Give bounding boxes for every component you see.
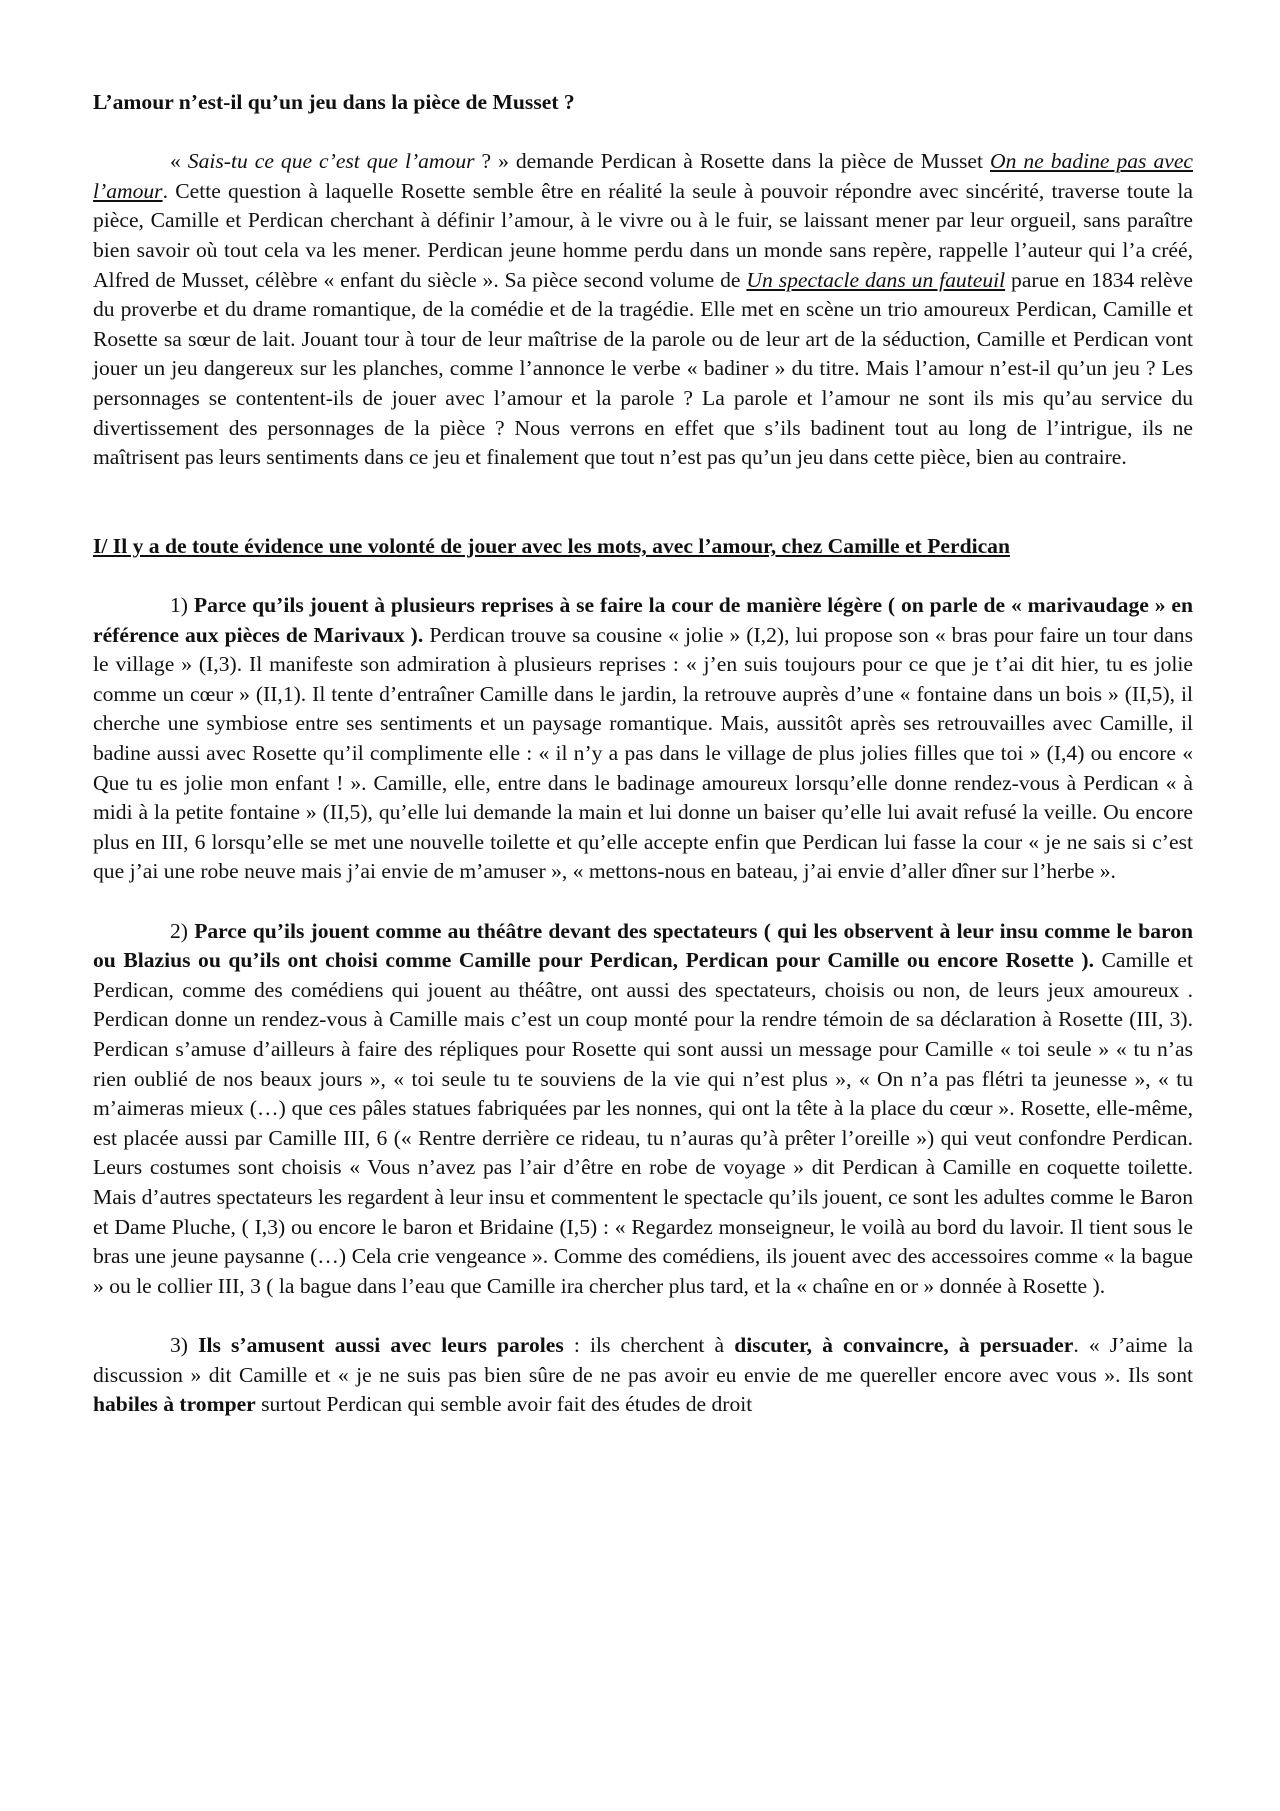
point-3-number: 3) (170, 1332, 199, 1357)
point-1-number: 1) (170, 593, 194, 618)
point-2-text: Camille et Perdican, comme des comédiens qui jouent au théâtre, ont aussi des spectateurs, choisis ou non, de leurs jeux amoureux . Perdican donne un rendez-vous à Camille mais c’est un coup monté pour la rendre témoin de sa déclaration à Rosette (III, 3). Perdican s’amuse d’ailleurs à faire des répliques pour Rosette qui sont aussi un message pour Camille « toi seule » « tu n’as rien oublié de nos beaux jours », « toi seule tu te souviens de la vie qui n’est plus », « On n’a pas flétri ta jeunesse », « tu m’aimeras mieux (…) que ces pâles statues fabriquées par les nonnes, qui ont la tête à la place du cœur ». Rosette, elle-même, est placée aussi par Camille III, 6 (« Rentre derrière ce rideau, tu n’auras qu’à prêter l’oreille ») qui veut confondre Perdican. Leurs costumes sont choisis « Vous n’avez pas l’air d’être en robe de voyage » dit Perdican à Camille en coquette toilette. Mais d’autres spectateurs les regardent à leur insu et commentent le spectacle qu’ils jouent, ce sont les adultes comme le Baron et Dame Pluche, ( I,3) ou encore le baron et Bridaine (I,5) : « Regardez monseigneur, le voilà au bord du lavoir. Il tient sous le bras une jeune paysanne (…) Cela crie vengeance ». Comme des comédiens, ils jouent avec des accessoires comme « la bague » ou le collier III, 3 ( la bague dans l’eau que Camille ira chercher plus tard, et la « chaîne en or » donnée à Rosette ). (93, 948, 1193, 1298)
point-3-text-2: . « J’aime la discussion » dit Camille et « je ne suis pas bien sûre de ne pas avoir eu envie de me quereller encore avec vous ». Ils sont (93, 1332, 1193, 1387)
point-3-bold-2: discuter, à convaincre, à persuader (734, 1332, 1074, 1357)
point-3-text-3: surtout Perdican qui semble avoir fait des études de droit (255, 1392, 753, 1417)
intro-text-1: . Cette question à laquelle Rosette semble être en réalité la seule à pouvoir répondre avec sincérité, traverse toute la pièce, Camille et Perdican cherchant à définir l’amour, à le vivre ou à le fuir, se laissant mener par leur orgueil, sans paraître bien savoir où tout cela va les mener. Perdican jeune homme perdu dans un monde sans repère, rappelle l’auteur qui l’a créé, Alfred de Musset, célèbre « enfant du siècle ». Sa pièce second volume de (93, 178, 1193, 292)
point-3-paragraph (93, 1331, 1193, 1420)
intro-quote-open: « (170, 149, 188, 174)
point-1-paragraph (93, 591, 1193, 887)
intro-quote-italic: Sais-tu ce que c’est que l’amour (187, 149, 475, 174)
intro-text-2: parue en 1834 relève du proverbe et du drame romantique, de la comédie et de la tragédie. Elle met en scène un trio amoureux Perdican, Camille et Rosette sa sœur de lait. Jouant tour à tour de leur maîtrise de la parole ou de leur art de la séduction, Camille et Perdican vont jouer un jeu dangereux sur les planches, comme l’annonce le verbe « badiner » du titre. Mais l’amour n’est-il qu’un jeu ? Les personnages se contentent-ils de jouer avec l’amour et la parole ? La parole et l’amour ne sont ils mis qu’au service du divertissement des personnages de la pièce ? Nous verrons en effet que s’ils badinent tout au long de l’intrigue, ils ne maîtrisent pas leurs sentiments dans ce jeu et finalement que tout n’est pas qu’un jeu dans cette pièce, bien au contraire. (93, 267, 1193, 470)
point-2-bold: Parce qu’ils jouent comme au théâtre devant des spectateurs ( qui les observent à leur insu comme le baron ou Blazius ou qu’ils ont choisi comme Camille pour Perdican, Perdican pour Camille ou encore Rosette ). (93, 918, 1193, 973)
intro-quote-close: ? » demande Perdican à Rosette dans la pièce de Musset (474, 149, 990, 174)
point-3-bold-1: Ils s’amusent aussi avec leurs paroles (198, 1332, 564, 1357)
point-1-text: Perdican trouve sa cousine « jolie » (I,2), lui propose son « bras pour faire un tour dans le village » (I,3). Il manifeste son admiration à plusieurs reprises : « j’en suis toujours pour ce que je t’ai dit hier, tu es jolie comme un cœur » (II,1). Il tente d’entraîner Camille dans le jardin, la retrouve auprès d’une « fontaine dans un bois » (II,5), il cherche une symbiose entre ses sentiments et un paysage romantique. Mais, aussitôt après ses retrouvailles avec Camille, il badine aussi avec Rosette qu’il complimente elle : « il n’y a pas dans le village de plus jolies filles que toi » (I,4) ou encore « Que tu es jolie mon enfant ! ». Camille, elle, entre dans le badinage amoureux lorsqu’elle donne rendez-vous à Perdican « à midi à la petite fontaine » (II,5), qu’elle lui demande la main et lui donne un baiser qu’elle lui avait refusé la veille. Ou encore plus en III, 6 lorsqu’elle se met une nouvelle toilette et qu’elle accepte enfin que Perdican lui fasse la cour « je ne sais si c’est que j’ai une robe neuve mais j’ai envie de m’amuser », « mettons-nous en bateau, j’ai envie d’aller dîner sur l’herbe ». (93, 622, 1193, 884)
work-title-2: Un spectacle dans un fauteuil (746, 267, 1006, 292)
spacer (93, 1301, 1193, 1331)
point-2-paragraph (93, 917, 1193, 1302)
document-title: L’amour n’est-il qu’un jeu dans la pièce de Musset ? (93, 90, 575, 114)
intro-paragraph (93, 147, 1193, 473)
section-heading: I/ Il y a de toute évidence une volonté de jouer avec les mots, avec l’amour, chez Camille et Perdican (93, 533, 1010, 558)
work-title-1: On ne badine pas avec l’amour (93, 149, 1193, 203)
spacer (93, 887, 1193, 917)
point-2-number: 2) (170, 918, 195, 943)
spacer (93, 473, 1193, 532)
point-3-text-1: : ils cherchent à (563, 1332, 735, 1357)
point-3-bold-3: habiles à tromper (93, 1392, 256, 1417)
point-1-bold: Parce qu’ils jouent à plusieurs reprises à se faire la cour de manière légère ( on parle de « marivaudage » en référence aux pièces de Marivaux ). (93, 593, 1193, 647)
spacer (93, 562, 1193, 592)
